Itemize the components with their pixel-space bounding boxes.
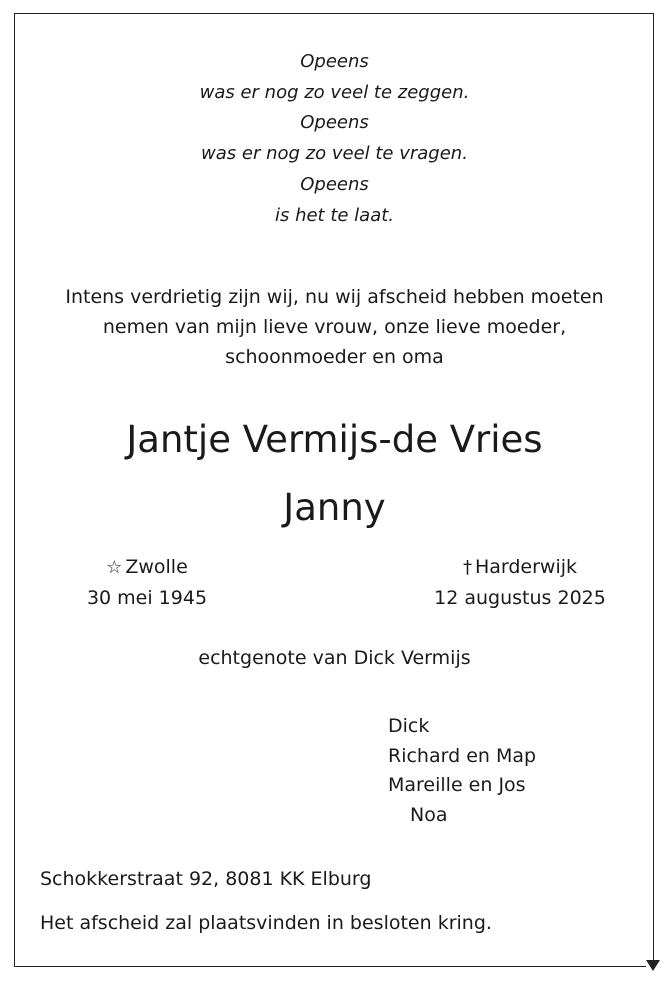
death-date: 12 augustus 2025 [434,587,606,609]
birth-place: Zwolle [125,556,188,578]
intro-line: schoonmoeder en oma [225,346,444,368]
cross-icon: † [462,557,472,578]
family-member: Dick [388,715,430,737]
address: Schokkerstraat 92, 8081 KK Elburg [40,868,372,890]
poem-line: was er nog zo veel te zeggen. [199,81,470,103]
scroll-down-arrow-icon[interactable] [646,960,660,971]
deceased-nickname: Janny [283,486,386,529]
bottom-rule [14,966,646,967]
intro-line: nemen van mijn lieve vrouw, onze lieve moeder, [102,316,567,338]
poem-line: Opeens [300,51,369,72]
birth-info [47,552,247,613]
death-info [400,552,640,613]
birth-date: 30 mei 1945 [86,587,208,609]
poem-line: Opeens [300,173,369,195]
intro-line: Intens verdrietig zijn wij, nu wij afscheid hebben moeten [65,286,604,308]
family-member: Richard en Map [388,744,537,767]
farewell-note: Het afscheid zal plaatsvinden in besloten kring. [40,912,492,934]
poem-line: Opeens [300,112,369,134]
intro-text [0,282,669,372]
spouse-line: echtgenote van Dick Vermijs [198,647,471,669]
family-grandchild: Noa [410,803,448,826]
poem-line: is het te laat. [274,204,395,226]
death-place: Harderwijk [474,556,578,578]
poem [0,47,669,231]
poem-line: was er nog zo veel te vragen. [201,143,468,165]
family-member: Mareille en Jos [388,774,526,796]
star-icon: ☆ [106,557,123,578]
family-list [388,712,536,830]
deceased-full-name: Jantje Vermijs-de Vries [126,418,543,461]
